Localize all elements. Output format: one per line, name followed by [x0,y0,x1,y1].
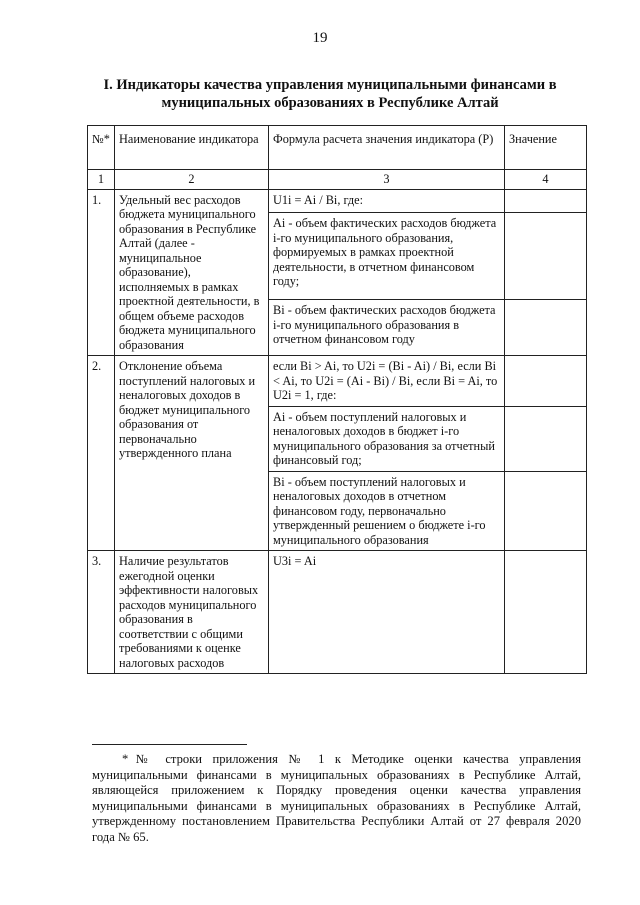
row-2-formula-3: Bi - объем поступлений налоговых и неналоговых доходов в отчетном финансовом году, первоначально утвержденный решением о бюджете i-го муниципального образования [269,471,505,551]
heading-line-2: муниципальных образованиях в Республике Алтай [161,95,499,111]
header-value: Значение [505,126,587,170]
row-2-value-1 [505,356,587,407]
column-number-4: 4 [505,170,587,190]
row-3-formula-1: U3i = Ai [269,551,505,674]
row-1-name: Удельный вес расходов бюджета муниципального образования в Республике Алтай (далее - муниципальное образование), исполняемых в рамках проектной деятельности, в общем объеме расходов бюджета муниципального образования [115,189,269,356]
row-1-value-3 [505,300,587,356]
page-number: 19 [312,30,328,46]
footnote-divider [92,744,247,745]
row-2-value-2 [505,406,587,471]
row-3-number: 3. [88,551,115,674]
header-name: Наименование индикатора [115,126,269,170]
row-1-value-1 [505,189,587,213]
row-1-number: 1. [88,189,115,356]
row-2-name: Отклонение объема поступлений налоговых и неналоговых доходов в бюджет муниципального образования от первоначально утвержденного плана [115,356,269,551]
row-1-formula-2: Ai - объем фактических расходов бюджета i-го муниципального образования, формируемых в рамках проектной деятельности, в отчетном финансовом году; [269,213,505,300]
heading-line-1: I. Индикаторы качества управления муниципальными финансами в [103,77,557,93]
row-3-name: Наличие результатов ежегодной оценки эффективности налоговых расходов муниципального образования в соответствии с общими требованиями к оценке налоговых расходов [115,551,269,674]
footnote: *№ строки приложения № 1 к Методике оценки качества управления муниципальными финансами в муниципальных образованиях в Республике Алтай, являющейся приложением к Порядку проведения оценки качества управления муниципальными финансами в муниципальных образованиях в Республике Алтай, утвержденному постановлением Правительства Республики Алтай от 27 февраля 2020 года № 65. [92,752,581,844]
section-heading [80,76,580,112]
table-row [88,189,587,213]
column-number-1: 1 [88,170,115,190]
header-formula: Формула расчета значения индикатора (P) [269,126,505,170]
row-1-formula-3: Bi - объем фактических расходов бюджета i-го муниципального образования в отчетном финансовом году [269,300,505,356]
row-2-formula-2: Ai - объем поступлений налоговых и неналоговых доходов в бюджет i-го муниципального образования за отчетный финансовый год; [269,406,505,471]
row-1-formula-1: U1i = Ai / Bi, где: [269,189,505,213]
column-number-row [88,170,587,190]
row-3-value-1 [505,551,587,674]
column-number-3: 3 [269,170,505,190]
table-row [88,551,587,674]
row-2-number: 2. [88,356,115,551]
column-number-2: 2 [115,170,269,190]
row-1-value-2 [505,213,587,300]
header-row [88,126,587,170]
row-2-value-3 [505,471,587,551]
row-2-formula-1: если Bi > Ai, то U2i = (Bi - Ai) / Bi, если Bi < Ai, то U2i = (Ai - Bi) / Bi, если Bi = Ai, то U2i = 1, где: [269,356,505,407]
indicators-table [87,125,587,674]
table-row [88,356,587,407]
header-num: №* [88,126,115,170]
